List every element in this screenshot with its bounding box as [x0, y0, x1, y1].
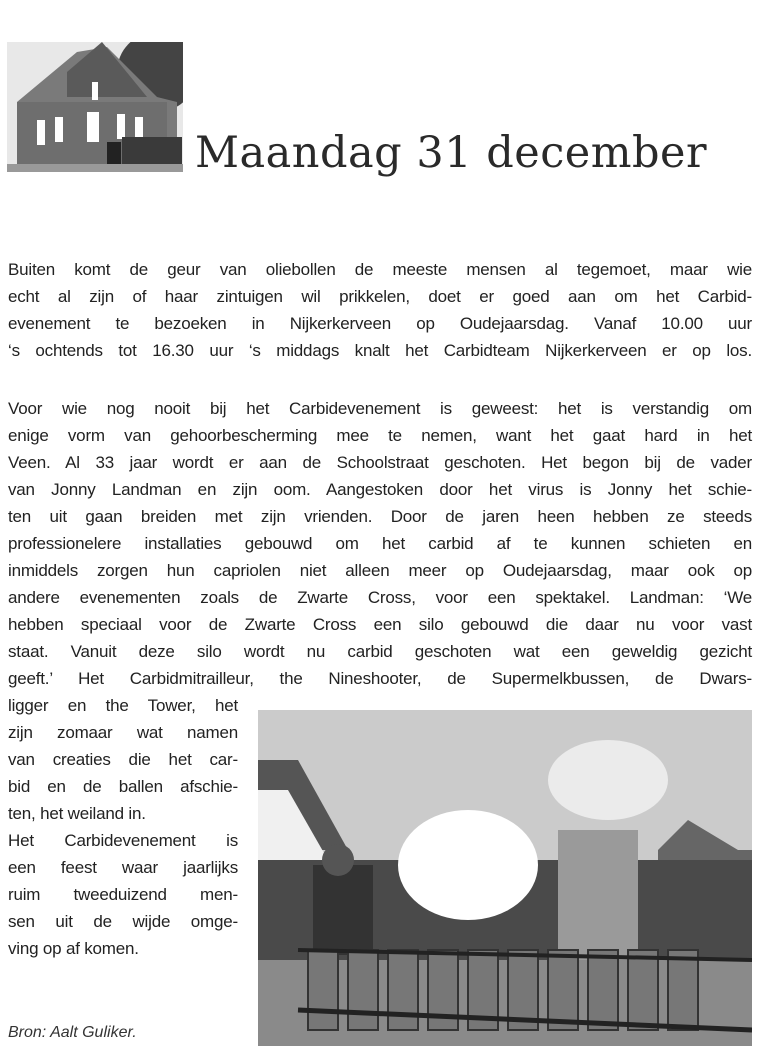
text-line: Voor wie nog nooit bij het Carbidevenement is geweest: het is verstandig om [8, 399, 752, 418]
text-line: Het Carbidevenement is [8, 831, 238, 850]
text-line: ligger en the Tower, het [8, 696, 238, 715]
text-line: enige vorm van gehoorbescherming mee te nemen, want het gaat hard in het [8, 426, 752, 445]
text-line: evenement te bezoeken in Nijkerkerveen op Oudejaarsdag. Vanaf 10.00 uur [8, 314, 752, 333]
text-line: een feest waar jaarlijks [8, 858, 238, 877]
text-line: ruim tweeduizend men- [8, 885, 238, 904]
text-line: geeft.’ Het Carbidmitrailleur, the Nineshooter, de Supermelkbussen, de Dwars- [8, 669, 752, 688]
text-line: Buiten komt de geur van oliebollen de meeste mensen al tegemoet, maar wie [8, 260, 752, 279]
text-line: van Jonny Landman en zijn oom. Aangestoken door het virus is Jonny het schie- [8, 480, 752, 499]
text-line: inmiddels zorgen hun capriolen niet alleen meer op Oudejaarsdag, maar ook op [8, 561, 752, 580]
text-line: echt al zijn of haar zintuigen wil prikkelen, doet er goed aan om het Carbid- [8, 287, 752, 306]
text-line: van creaties die het car- [8, 750, 238, 769]
text-line: ten, het weiland in. [8, 804, 146, 823]
text-line: zijn zomaar wat namen [8, 723, 238, 742]
header-photo-house [7, 42, 183, 172]
carbid-event-photo [258, 710, 752, 1046]
text-line: staat. Vanuit deze silo wordt nu carbid geschoten wat een geweldig gezicht [8, 642, 752, 661]
text-line: Veen. Al 33 jaar wordt er aan de Schoolstraat geschoten. Het begon bij de vader [8, 453, 752, 472]
text-line: ten uit gaan breiden met zijn vrienden. Door de jaren heen hebben ze steeds [8, 507, 752, 526]
text-line: hebben speciaal voor de Zwarte Cross een silo gebouwd die daar nu voor vast [8, 615, 752, 634]
source-credit: Bron: Aalt Guliker. [8, 1024, 137, 1041]
text-line: sen uit de wijde omge- [8, 912, 238, 931]
text-line: ‘s ochtends tot 16.30 uur ‘s middags knalt het Carbidteam Nijkerkerveen er op los. [8, 341, 752, 360]
text-line: bid en de ballen afschie- [8, 777, 238, 796]
text-line: andere evenementen zoals de Zwarte Cross, voor een spektakel. Landman: ‘We [8, 588, 752, 607]
page-title: Maandag 31 december [195, 128, 708, 178]
text-line: ving op af komen. [8, 939, 139, 958]
text-line: professionelere installaties gebouwd om het carbid af te kunnen schieten en [8, 534, 752, 553]
